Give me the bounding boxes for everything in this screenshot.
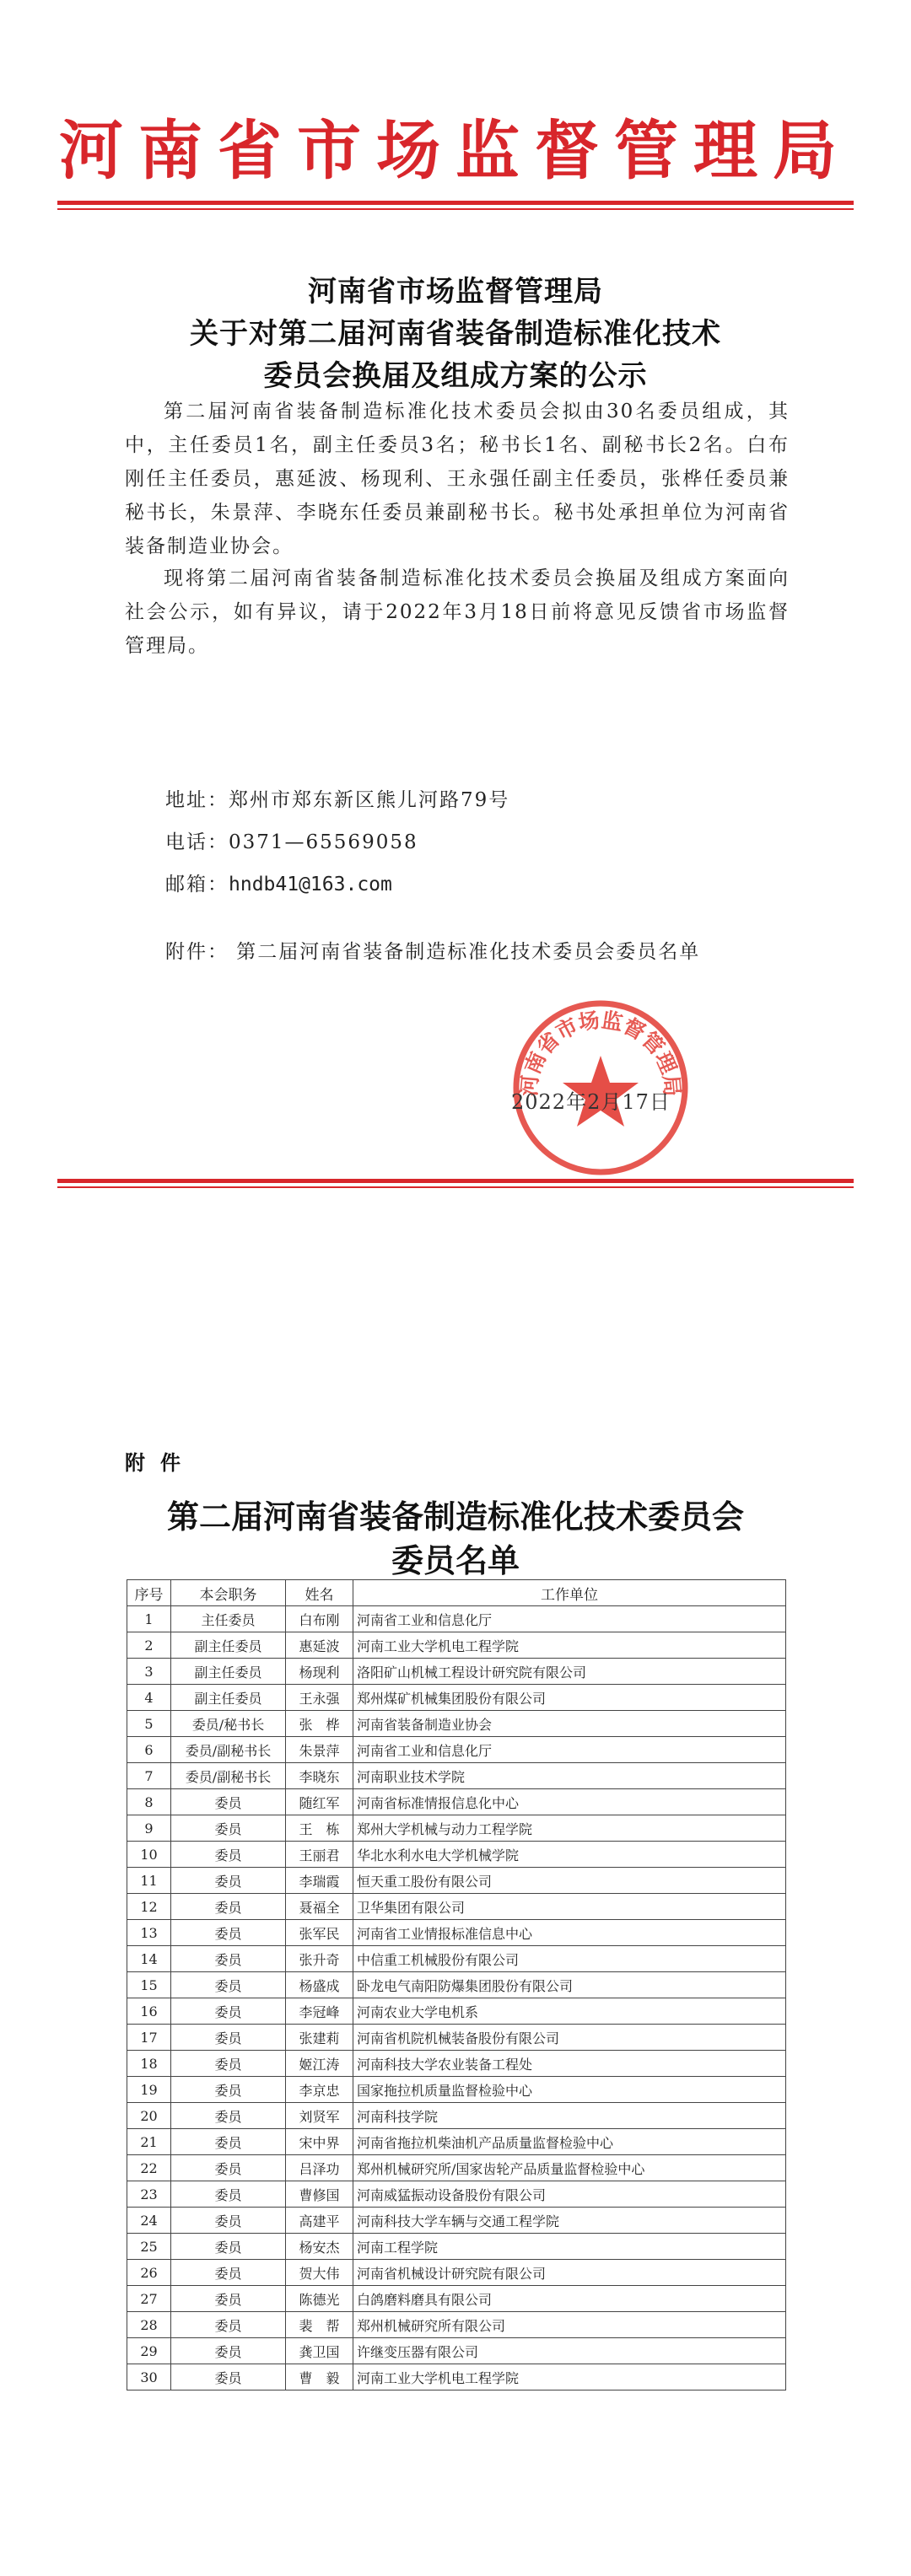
row-employer: 河南省工业和信息化厅 (353, 1606, 786, 1632)
address-value: 郑州市郑东新区熊儿河路79号 (229, 789, 510, 811)
row-employer: 河南省机械设计研究院有限公司 (353, 2260, 786, 2286)
row-index: 12 (127, 1894, 171, 1920)
row-index: 24 (127, 2208, 171, 2234)
row-position: 委员 (171, 2208, 286, 2234)
row-position: 委员 (171, 1998, 286, 2025)
table-row (127, 1789, 786, 1815)
row-position: 委员/秘书长 (171, 1711, 286, 1737)
row-name: 朱景萍 (286, 1737, 353, 1763)
row-employer: 河南工业大学机电工程学院 (353, 2364, 786, 2390)
row-index: 27 (127, 2286, 171, 2312)
row-name: 刘贤军 (286, 2103, 353, 2129)
row-name: 杨安杰 (286, 2234, 353, 2260)
row-position: 委员 (171, 1842, 286, 1868)
row-name: 白布刚 (286, 1606, 353, 1632)
row-employer: 恒天重工股份有限公司 (353, 1868, 786, 1894)
row-position: 委员 (171, 2234, 286, 2260)
table-row (127, 2051, 786, 2077)
table-row (127, 1659, 786, 1685)
footer-divider (57, 1179, 854, 1183)
row-employer: 河南工程学院 (353, 2234, 786, 2260)
row-index: 14 (127, 1946, 171, 1972)
row-index: 1 (127, 1606, 171, 1632)
row-name: 李京忠 (286, 2077, 353, 2103)
masthead-divider (57, 201, 854, 205)
table-row (127, 1711, 786, 1737)
row-employer: 河南农业大学电机系 (353, 1998, 786, 2025)
row-position: 委员 (171, 2312, 286, 2338)
row-name: 惠延波 (286, 1632, 353, 1659)
row-position: 委员 (171, 1920, 286, 1946)
row-name: 张建莉 (286, 2025, 353, 2051)
row-position: 委员 (171, 1868, 286, 1894)
header-name: 姓名 (286, 1580, 353, 1606)
row-position: 委员 (171, 1946, 286, 1972)
row-name: 王丽君 (286, 1842, 353, 1868)
address-label: 地址： (165, 789, 229, 811)
seal-text: 河南省市场监督管理局 (516, 1007, 685, 1098)
row-name: 陈德光 (286, 2286, 353, 2312)
row-name: 王 栋 (286, 1815, 353, 1842)
row-index: 17 (127, 2025, 171, 2051)
row-index: 28 (127, 2312, 171, 2338)
row-index: 25 (127, 2234, 171, 2260)
attachment-note: 附件： 第二届河南省装备制造标准化技术委员会委员名单 (165, 941, 701, 963)
row-index: 7 (127, 1763, 171, 1789)
row-position: 委员/副秘书长 (171, 1763, 286, 1789)
row-name: 李瑞霞 (286, 1868, 353, 1894)
row-position: 委员 (171, 2103, 286, 2129)
row-employer: 郑州煤矿机械集团股份有限公司 (353, 1685, 786, 1711)
table-row (127, 2312, 786, 2338)
row-name: 裴 帮 (286, 2312, 353, 2338)
row-name: 随红军 (286, 1789, 353, 1815)
row-position: 委员 (171, 2181, 286, 2208)
row-index: 15 (127, 1972, 171, 1998)
table-row (127, 1972, 786, 1998)
row-employer: 河南省工业和信息化厅 (353, 1737, 786, 1763)
table-row (127, 2364, 786, 2390)
row-position: 委员 (171, 2051, 286, 2077)
row-employer: 河南省机院机械装备股份有限公司 (353, 2025, 786, 2051)
body-paragraph-1: 第二届河南省装备制造标准化技术委员会拟由30名委员组成，其中，主任委员1名，副主任委员3名；秘书长1名、副秘书长2名。白布刚任主任委员，惠延波、杨现利、王永强任副主任委员，张桦任委员兼秘书长，朱景萍、李晓东任委员兼副秘书长。秘书处承担单位为河南省装备制造业协会。 (125, 401, 790, 557)
footer-divider-thin (57, 1186, 854, 1188)
email-line (165, 869, 392, 896)
table-row (127, 2208, 786, 2234)
row-name: 李冠峰 (286, 1998, 353, 2025)
row-name: 曹 毅 (286, 2364, 353, 2390)
row-name: 王永强 (286, 1685, 353, 1711)
row-position: 委员 (171, 2260, 286, 2286)
row-index: 13 (127, 1920, 171, 1946)
phone-line (165, 826, 418, 854)
row-index: 2 (127, 1632, 171, 1659)
row-employer: 洛阳矿山机械工程设计研究院有限公司 (353, 1659, 786, 1685)
row-name: 宋中界 (286, 2129, 353, 2155)
table-row (127, 2338, 786, 2364)
row-employer: 河南科技学院 (353, 2103, 786, 2129)
row-index: 22 (127, 2155, 171, 2181)
table-row (127, 1685, 786, 1711)
table-row (127, 2155, 786, 2181)
row-name: 龚卫国 (286, 2338, 353, 2364)
address-line (165, 784, 509, 812)
notice-title-line-1: 河南省市场监督管理局 (308, 275, 603, 309)
row-name: 聂福全 (286, 1894, 353, 1920)
row-index: 23 (127, 2181, 171, 2208)
row-index: 16 (127, 1998, 171, 2025)
row-name: 姬江涛 (286, 2051, 353, 2077)
row-index: 26 (127, 2260, 171, 2286)
row-name: 杨现利 (286, 1659, 353, 1685)
masthead-divider-thin (57, 208, 854, 210)
row-position: 委员 (171, 2129, 286, 2155)
row-position: 副主任委员 (171, 1685, 286, 1711)
row-position: 委员 (171, 2155, 286, 2181)
row-employer: 许继变压器有限公司 (353, 2338, 786, 2364)
row-employer: 白鸽磨料磨具有限公司 (353, 2286, 786, 2312)
row-position: 委员 (171, 2338, 286, 2364)
row-index: 18 (127, 2051, 171, 2077)
masthead-title: 河南省市场监督管理局 (59, 113, 852, 188)
row-position: 委员 (171, 1894, 286, 1920)
row-name: 杨盛成 (286, 1972, 353, 1998)
row-index: 19 (127, 2077, 171, 2103)
row-name: 贺大伟 (286, 2260, 353, 2286)
row-employer: 河南工业大学机电工程学院 (353, 1632, 786, 1659)
table-title-line-2: 委员名单 (391, 1541, 520, 1579)
email-value[interactable]: hndb41@163.com (229, 874, 392, 895)
header-position: 本会职务 (171, 1580, 286, 1606)
row-employer: 中信重工机械股份有限公司 (353, 1946, 786, 1972)
row-name: 李晓东 (286, 1763, 353, 1789)
row-index: 10 (127, 1842, 171, 1868)
table-row (127, 2077, 786, 2103)
row-employer: 河南省装备制造业协会 (353, 1711, 786, 1737)
table-row (127, 1606, 786, 1632)
row-employer: 河南科技大学车辆与交通工程学院 (353, 2208, 786, 2234)
row-name: 高建平 (286, 2208, 353, 2234)
row-employer: 河南威猛振动设备股份有限公司 (353, 2181, 786, 2208)
row-position: 委员 (171, 1972, 286, 1998)
table-row (127, 1946, 786, 1972)
row-index: 5 (127, 1711, 171, 1737)
row-name: 张升奇 (286, 1946, 353, 1972)
row-name: 张 桦 (286, 1711, 353, 1737)
row-employer: 国家拖拉机质量监督检验中心 (353, 2077, 786, 2103)
table-row (127, 1842, 786, 1868)
row-position: 委员 (171, 1789, 286, 1815)
row-employer: 卧龙电气南阳防爆集团股份有限公司 (353, 1972, 786, 1998)
table-row (127, 1868, 786, 1894)
table-row (127, 1632, 786, 1659)
row-employer: 郑州机械研究所有限公司 (353, 2312, 786, 2338)
row-position: 委员 (171, 2286, 286, 2312)
row-employer: 河南科技大学农业装备工程处 (353, 2051, 786, 2077)
row-name: 张军民 (286, 1920, 353, 1946)
table-title-line-1: 第二届河南省装备制造标准化技术委员会 (166, 1498, 744, 1535)
member-table (127, 1579, 786, 2390)
row-index: 29 (127, 2338, 171, 2364)
row-index: 30 (127, 2364, 171, 2390)
table-row (127, 1763, 786, 1789)
table-row (127, 2129, 786, 2155)
issue-date: 2022年2月17日 (511, 1090, 671, 1114)
table-row (127, 2025, 786, 2051)
table-row (127, 2181, 786, 2208)
table-row (127, 2260, 786, 2286)
row-position: 副主任委员 (171, 1632, 286, 1659)
phone-label: 电话： (165, 831, 229, 853)
row-employer: 郑州大学机械与动力工程学院 (353, 1815, 786, 1842)
row-index: 11 (127, 1868, 171, 1894)
header-index: 序号 (127, 1580, 171, 1606)
notice-title-line-3: 委员会换届及组成方案的公示 (263, 359, 648, 393)
row-position: 委员 (171, 2364, 286, 2390)
row-index: 6 (127, 1737, 171, 1763)
row-position: 主任委员 (171, 1606, 286, 1632)
row-position: 委员 (171, 1815, 286, 1842)
row-employer: 卫华集团有限公司 (353, 1894, 786, 1920)
header-employer: 工作单位 (353, 1580, 786, 1606)
row-employer: 华北水利水电大学机械学院 (353, 1842, 786, 1868)
email-label: 邮箱： (165, 874, 229, 895)
phone-value: 0371—65569058 (229, 831, 418, 853)
table-header-row (127, 1580, 786, 1606)
row-index: 3 (127, 1659, 171, 1685)
row-employer: 河南职业技术学院 (353, 1763, 786, 1789)
row-employer: 河南省拖拉机柴油机产品质量监督检验中心 (353, 2129, 786, 2155)
table-row (127, 2234, 786, 2260)
table-row (127, 2286, 786, 2312)
row-index: 20 (127, 2103, 171, 2129)
member-rows (127, 1606, 786, 2390)
row-index: 8 (127, 1789, 171, 1815)
row-position: 副主任委员 (171, 1659, 286, 1685)
table-row (127, 1920, 786, 1946)
body-paragraph-2: 现将第二届河南省装备制造标准化技术委员会换届及组成方案面向社会公示，如有异议，请于2022年3月18日前将意见反馈省市场监督管理局。 (125, 567, 790, 657)
row-index: 4 (127, 1685, 171, 1711)
row-name: 吕泽功 (286, 2155, 353, 2181)
row-position: 委员/副秘书长 (171, 1737, 286, 1763)
table-row (127, 1998, 786, 2025)
row-employer: 河南省工业情报标准信息中心 (353, 1920, 786, 1946)
row-index: 21 (127, 2129, 171, 2155)
notice-title-line-2: 关于对第二届河南省装备制造标准化技术 (190, 317, 721, 351)
row-position: 委员 (171, 2077, 286, 2103)
table-row (127, 1894, 786, 1920)
row-employer: 郑州机械研究所/国家齿轮产品质量监督检验中心 (353, 2155, 786, 2181)
row-position: 委员 (171, 2025, 286, 2051)
table-row (127, 2103, 786, 2129)
attachment-label: 附件 (125, 1451, 196, 1475)
table-row (127, 1737, 786, 1763)
row-name: 曹修国 (286, 2181, 353, 2208)
row-employer: 河南省标准情报信息化中心 (353, 1789, 786, 1815)
table-row (127, 1815, 786, 1842)
row-index: 9 (127, 1815, 171, 1842)
